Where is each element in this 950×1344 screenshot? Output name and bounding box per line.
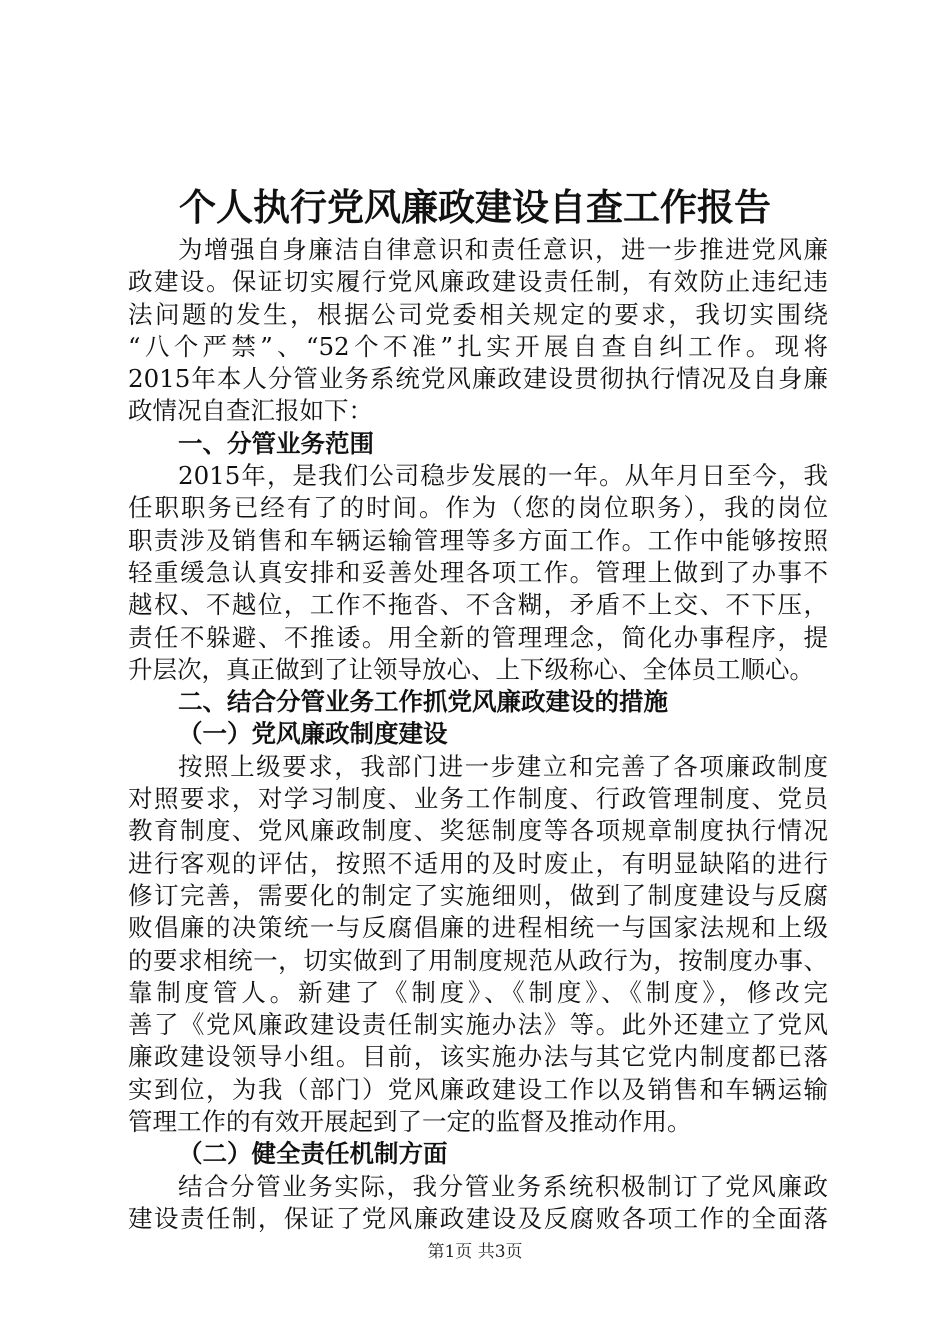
section-heading: 一、分管业务范围 <box>178 428 374 458</box>
paragraph-line: 升层次，真正做到了让领导放心、上下级称心、全体员工顺心。 <box>128 654 814 684</box>
paragraph-line: 建设责任制，保证了党风廉政建设及反腐败各项工作的全面落 <box>128 1203 828 1233</box>
document-body <box>128 234 828 1235</box>
document-title: 个人执行党风廉政建设自查工作报告 <box>179 185 771 229</box>
paragraph-line: 2015年本人分管业务系统党风廉政建设贯彻执行情况及自身廉 <box>128 364 828 394</box>
paragraph-line: 败倡廉的决策统一与反腐倡廉的进程相统一与国家法规和上级 <box>128 913 828 943</box>
paragraph-line: 越权、不越位，工作不拖沓、不含糊，矛盾不上交、不下压， <box>128 590 828 620</box>
section-heading: 二、结合分管业务工作抓党风廉政建设的措施 <box>178 687 668 717</box>
paragraph-line: 教育制度、党风廉政制度、奖惩制度等各项规章制度执行情况 <box>128 816 828 846</box>
paragraph-line: 2015年，是我们公司稳步发展的一年。从年月日至今，我 <box>178 461 828 491</box>
paragraph-line: 实到位，为我（部门）党风廉政建设工作以及销售和车辆运输 <box>128 1074 828 1104</box>
paragraph-line: 管理工作的有效开展起到了一定的监督及推动作用。 <box>128 1107 692 1137</box>
paragraph-line: 责任不躲避、不推诿。用全新的管理理念，简化办事程序，提 <box>128 622 828 652</box>
paragraph-line: 政建设。保证切实履行党风廉政建设责任制，有效防止违纪违 <box>128 267 828 297</box>
paragraph-line: 政情况自查汇报如下： <box>128 396 373 426</box>
paragraph-line: “八个严禁”、“52个不准”扎实开展自查自纠工作。现将 <box>128 331 828 361</box>
paragraph-line: 为增强自身廉洁自律意识和责任意识，进一步推进党风廉 <box>178 235 828 264</box>
paragraph-line: 进行客观的评估，按照不适用的及时废止，有明显缺陷的进行 <box>128 848 828 878</box>
paragraph-line: 对照要求，对学习制度、业务工作制度、行政管理制度、党员 <box>128 784 828 814</box>
paragraph-line: 轻重缓急认真安排和妥善处理各项工作。管理上做到了办事不 <box>128 557 828 587</box>
section-heading: （二）健全责任机制方面 <box>178 1139 448 1169</box>
paragraph-line: 善了《党风廉政建设责任制实施办法》等。此外还建立了党风 <box>128 1010 828 1040</box>
paragraph-line: 职责涉及销售和车辆运输管理等多方面工作。工作中能够按照 <box>128 525 828 555</box>
paragraph-line: 靠制度管人。新建了《制度》、《制度》、《制度》，修改完 <box>128 977 828 1007</box>
section-heading: （一）党风廉政制度建设 <box>178 719 448 749</box>
paragraph-line: 法问题的发生，根据公司党委相关规定的要求，我切实围绕 <box>128 299 828 329</box>
paragraph-line: 廉政建设领导小组。目前，该实施办法与其它党内制度都已落 <box>128 1042 828 1072</box>
page-footer: 第1页 共3页 <box>427 1242 523 1262</box>
paragraph-line: 修订完善，需要化的制定了实施细则，做到了制度建设与反腐 <box>128 880 828 910</box>
paragraph-line: 按照上级要求，我部门进一步建立和完善了各项廉政制度 <box>178 751 828 781</box>
paragraph-line: 的要求相统一，切实做到了用制度规范从政行为，按制度办事、 <box>128 945 828 975</box>
paragraph-line: 任职职务已经有了的时间。作为（您的岗位职务），我的岗位 <box>128 493 828 523</box>
paragraph-line: 结合分管业务实际，我分管业务系统积极制订了党风廉政 <box>178 1171 828 1201</box>
